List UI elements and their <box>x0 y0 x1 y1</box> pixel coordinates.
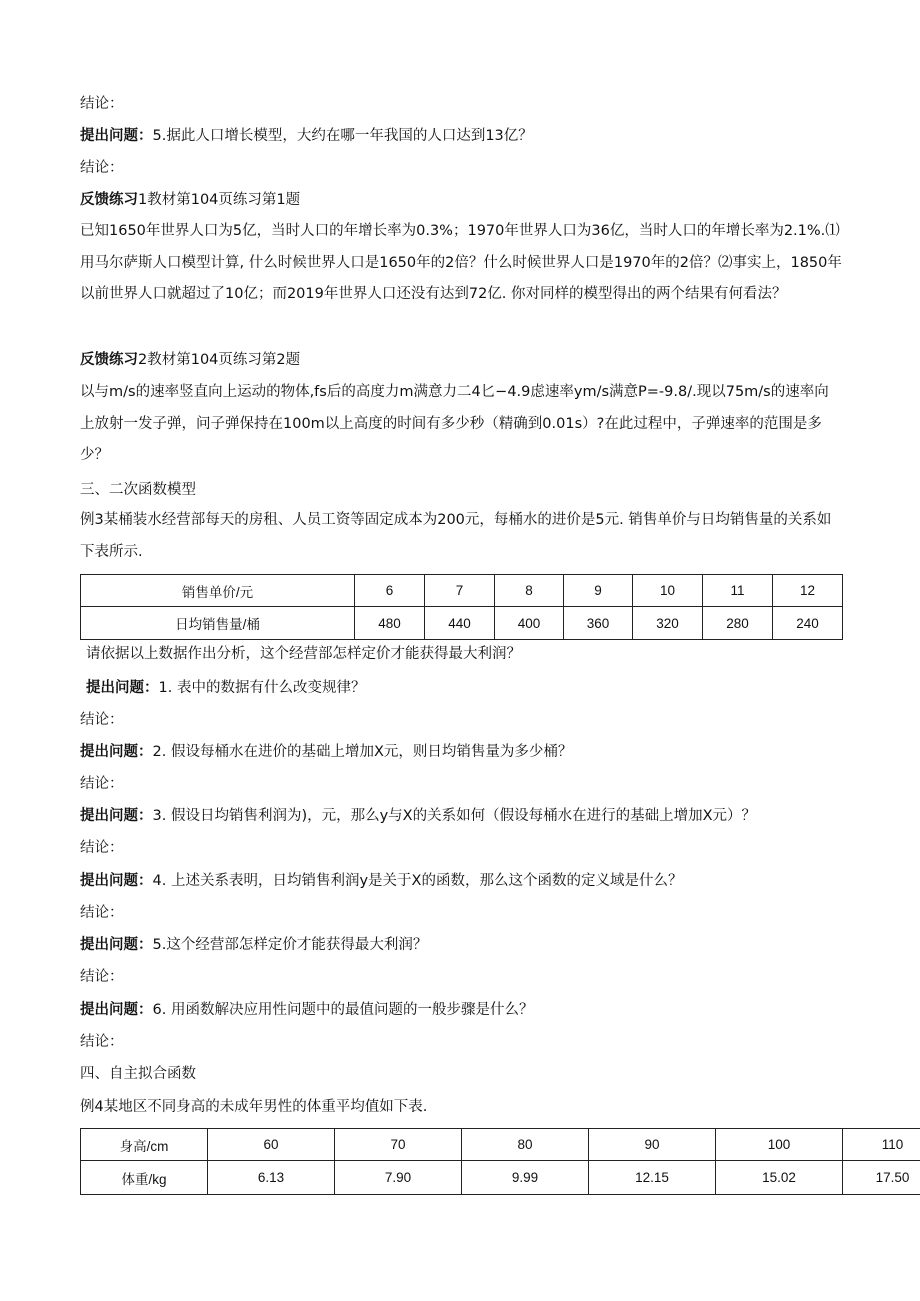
table-cell: 70 <box>335 1129 462 1161</box>
paragraph-world-population: 已知1650年世界人口为5亿，当时人口的年增长率为0.3%；1970年世界人口为36亿，当时人口的年增长率为2.1%.⑴用马尔萨斯人口模型计算, 什么时候世界人口是1650年的2倍？什么时候世界人口是1970年的2倍？⑵事实上，1850年以前世界人口就超过了10亿；而2019年世界人口还没有达到72亿. 你对同样的模型得出的两个结果有何看法？ <box>80 223 842 302</box>
conclusion-1: 结论： <box>80 96 124 112</box>
conclusion-line: 结论： <box>80 776 124 792</box>
table-cell: 15.02 <box>716 1161 843 1195</box>
table-cell: 320 <box>633 607 703 640</box>
table-cell: 110 <box>843 1129 920 1161</box>
table-cell: 8 <box>495 575 564 607</box>
table-cell: 9 <box>564 575 633 607</box>
table-row-label: 体重/kg <box>81 1161 208 1195</box>
table-cell: 360 <box>564 607 633 640</box>
height-weight-table <box>80 1128 920 1195</box>
table-cell: 9.99 <box>462 1161 589 1195</box>
question-label: 提出问题： <box>80 1002 153 1018</box>
question-line <box>80 1000 533 1020</box>
question-line <box>80 935 427 955</box>
feedback-text: 1教材第104页练习第1题 <box>138 192 301 208</box>
feedback-text: 2教材第104页练习第2题 <box>138 352 301 368</box>
question-population <box>80 126 533 146</box>
question-line <box>86 678 365 698</box>
table-cell: 7.90 <box>335 1161 462 1195</box>
question-text: 4. 上述关系表明，日均销售利润y是关于X的函数，那么这个函数的定义域是什么？ <box>152 873 683 889</box>
table-cell: 80 <box>462 1129 589 1161</box>
table-row-label: 日均销售量/桶 <box>81 607 355 640</box>
conclusion-line: 结论： <box>80 840 124 856</box>
table-cell: 90 <box>589 1129 716 1161</box>
question-line <box>80 742 572 762</box>
table-cell: 400 <box>495 607 564 640</box>
question-text: 1. 表中的数据有什么改变规律？ <box>158 680 366 696</box>
question-text: 2. 假设每桶水在进价的基础上增加X元，则日均销售量为多少桶？ <box>152 744 573 760</box>
question-text: 3. 假设日均销售利润为)，元，那么y与X的关系如何（假设每桶水在进行的基础上增加X元）？ <box>152 808 757 824</box>
table-cell: 6 <box>355 575 425 607</box>
section-4-heading: 四、自主拟合函数 <box>80 1066 196 1082</box>
question-label: 提出问题： <box>86 680 159 696</box>
table-cell: 12.15 <box>589 1161 716 1195</box>
table-cell: 440 <box>425 607 495 640</box>
table-cell: 480 <box>355 607 425 640</box>
paragraph-bullet: 以与m/s的速率竖直向上运动的物体,fs后的高度力m满意力二4匕−4.9虑速率ym/s满意P=-9.8/.现以75m/s的速率向上放射一发子弹，问子弹保持在100m以上高度的时间有多少秒（精确到0.01s）?在此过程中，子弹速率的范围是多少？ <box>80 384 829 463</box>
question-label: 提出问题： <box>80 744 153 760</box>
question-label: 提出问题： <box>80 873 153 889</box>
table-cell: 280 <box>703 607 773 640</box>
example-4-text: 例4某地区不同身高的未成年男性的体重平均值如下表. <box>80 1099 428 1115</box>
conclusion-line: 结论： <box>80 1034 124 1050</box>
question-label: 提出问题： <box>80 808 153 824</box>
sales-table <box>80 574 843 640</box>
question-text: 6. 用函数解决应用性问题中的最值问题的一般步骤是什么？ <box>152 1002 534 1018</box>
conclusion-line: 结论： <box>80 905 124 921</box>
table-cell: 6.13 <box>208 1161 335 1195</box>
question-line <box>80 806 756 826</box>
table-cell: 60 <box>208 1129 335 1161</box>
table-cell: 240 <box>773 607 843 640</box>
table-row-label: 销售单价/元 <box>81 575 355 607</box>
table-cell: 10 <box>633 575 703 607</box>
table-cell: 17.50 <box>843 1161 920 1195</box>
question-line <box>80 871 682 891</box>
table-cell: 7 <box>425 575 495 607</box>
question-text: 5.据此人口增长模型，大约在哪一年我国的人口达到13亿？ <box>152 128 533 144</box>
conclusion-line: 结论： <box>80 969 124 985</box>
feedback-1-heading <box>80 190 300 210</box>
feedback-2-heading <box>80 350 300 370</box>
section-3-heading: 三、二次函数模型 <box>80 482 196 498</box>
question-label: 提出问题： <box>80 937 153 953</box>
feedback-label: 反馈练习 <box>80 352 138 368</box>
table-row-label: 身高/cm <box>81 1129 208 1161</box>
question-text: 5.这个经营部怎样定价才能获得最大利润？ <box>152 937 428 953</box>
example-3-text: 例3某桶装水经营部每天的房租、人员工资等固定成本为200元，每桶水的进价是5元. 销售单价与日均销售量的关系如下表所示. <box>80 512 832 560</box>
table-cell: 11 <box>703 575 773 607</box>
question-label: 提出问题： <box>80 128 153 144</box>
table-cell: 12 <box>773 575 843 607</box>
conclusion-2: 结论： <box>80 160 124 176</box>
feedback-label: 反馈练习 <box>80 192 138 208</box>
table-cell: 100 <box>716 1129 843 1161</box>
conclusion-line: 结论： <box>80 712 124 728</box>
analysis-prompt: 请依据以上数据作出分析，这个经营部怎样定价才能获得最大利润？ <box>86 646 521 662</box>
